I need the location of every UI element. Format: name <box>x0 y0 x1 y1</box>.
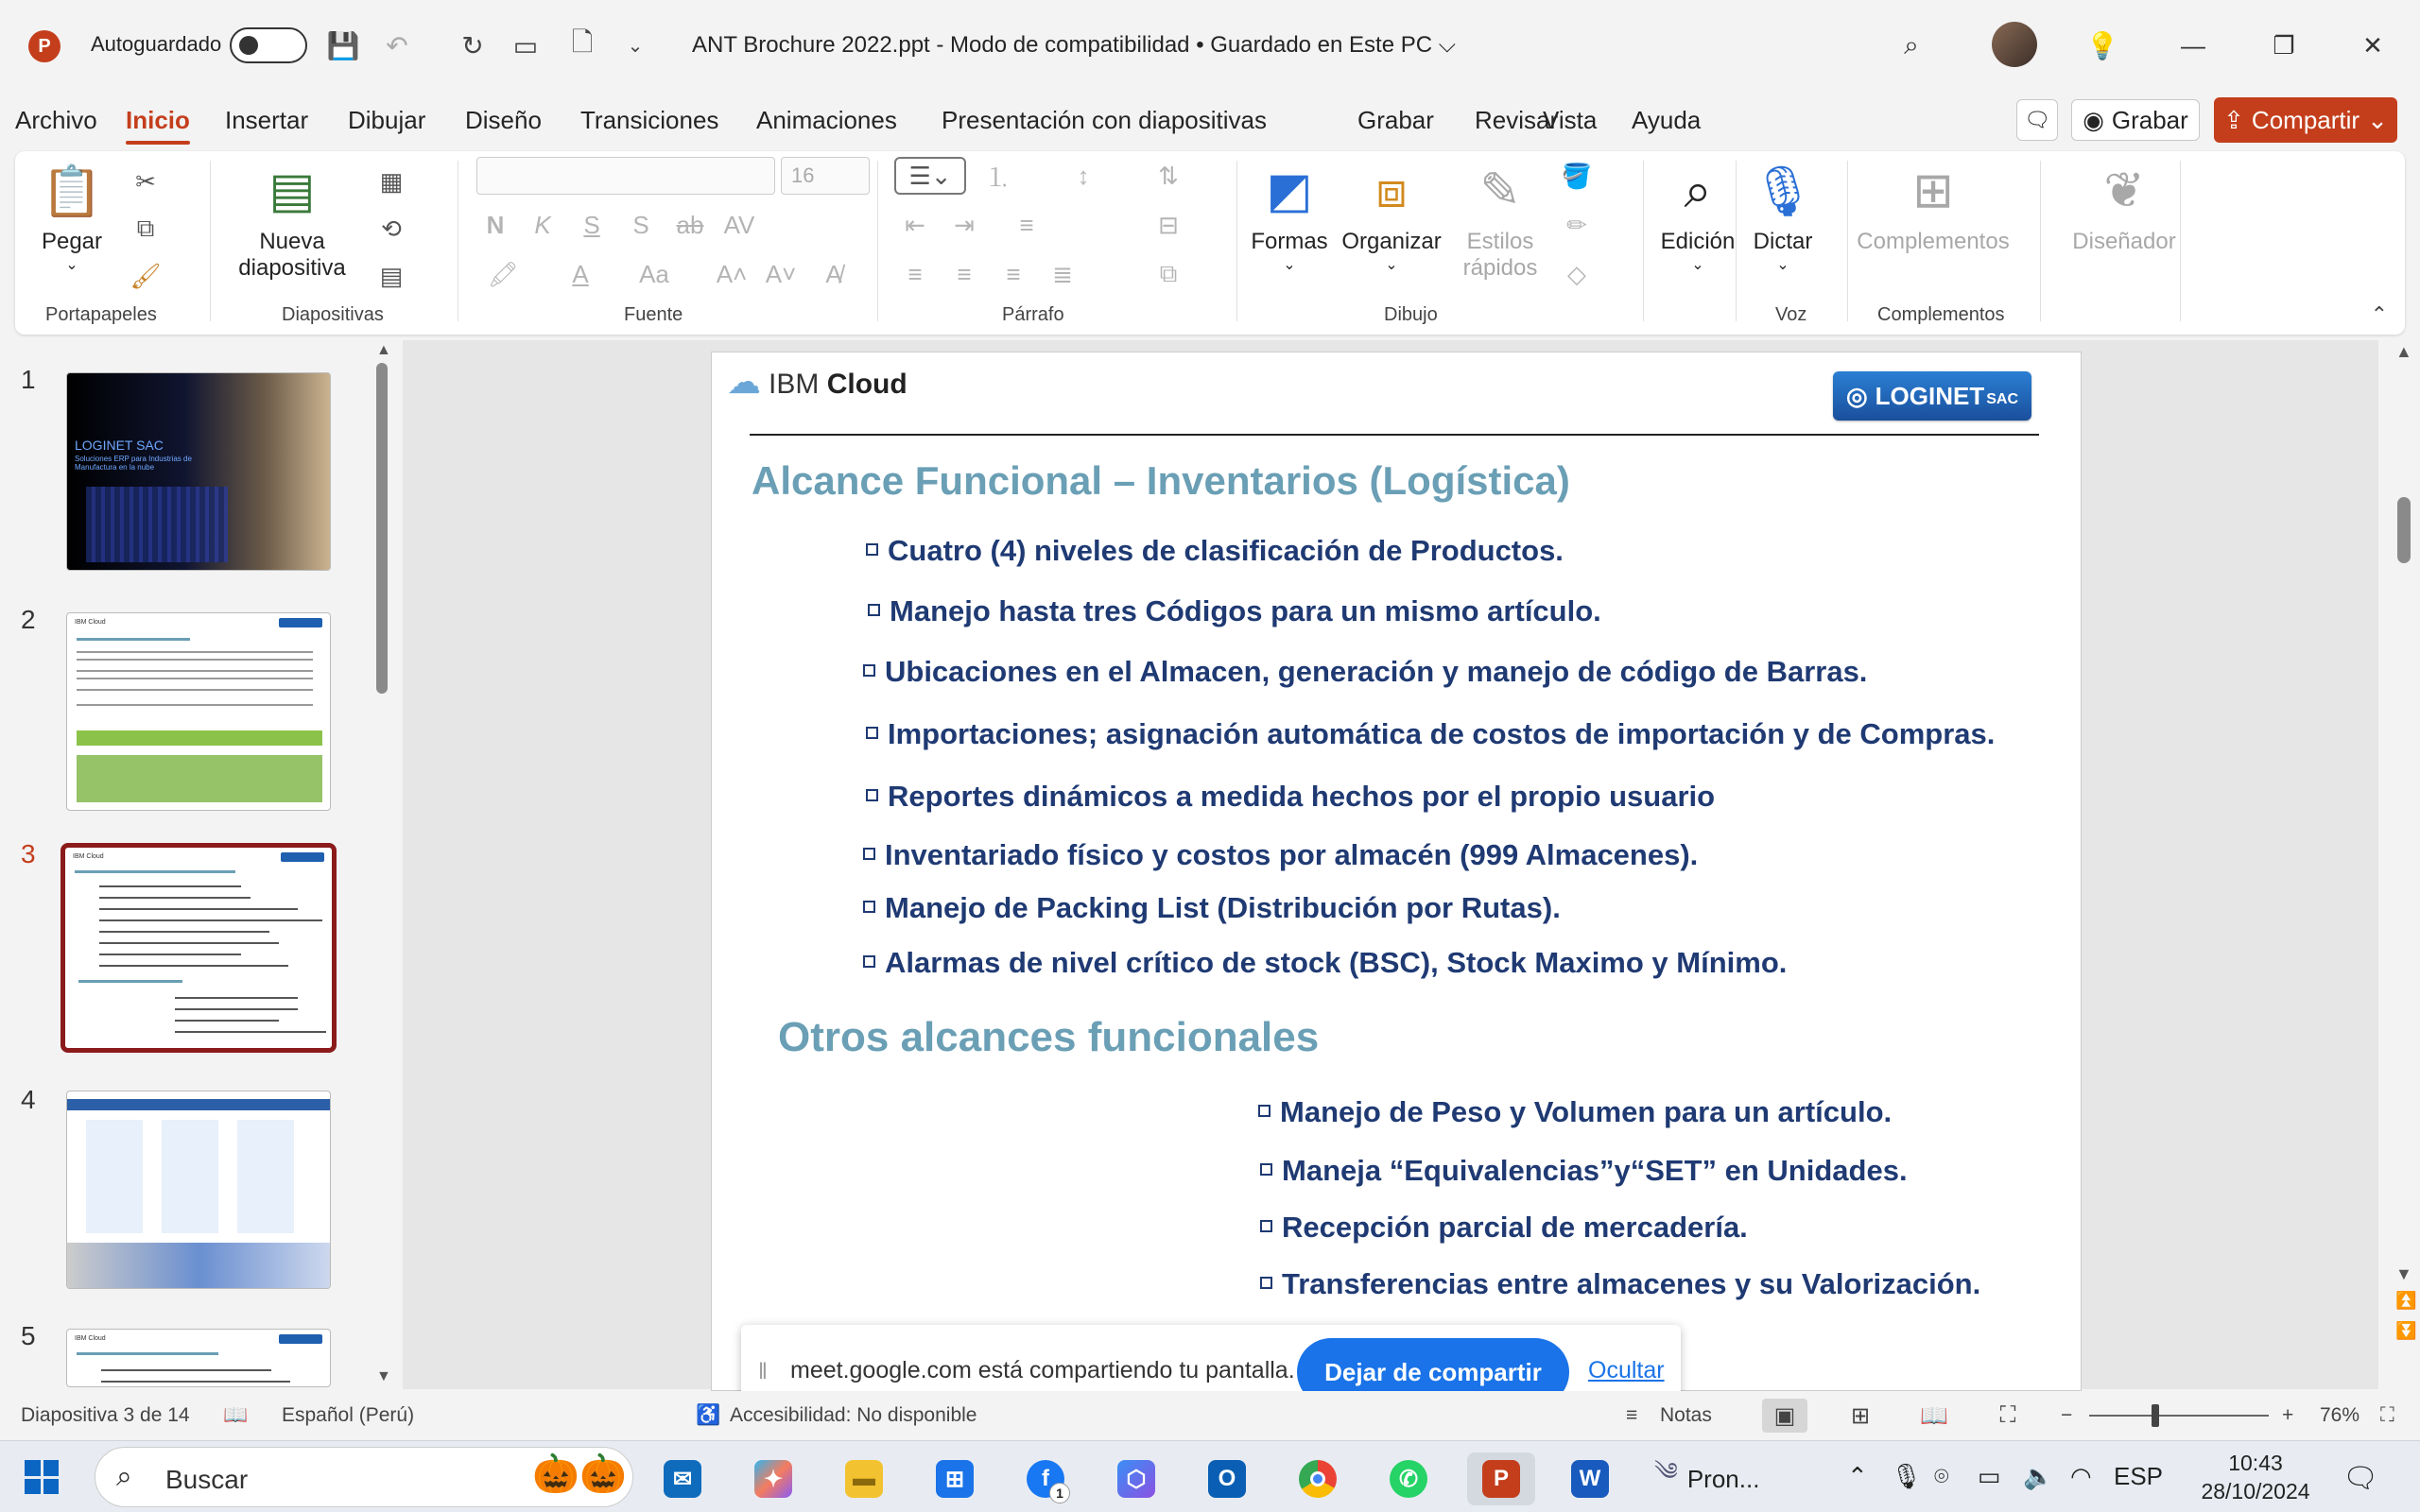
zoom-in-icon[interactable]: + <box>2282 1404 2294 1426</box>
bullet-item[interactable]: Inventariado físico y costos por almacén (999 Almacenes). <box>863 838 1698 872</box>
tab-archivo[interactable]: Archivo <box>15 106 97 134</box>
layout-icon[interactable]: ▦ <box>379 166 404 196</box>
font-family-select[interactable] <box>476 157 775 195</box>
align-center-icon[interactable]: ≡ <box>957 259 972 288</box>
close-button[interactable]: ✕ <box>2362 30 2383 60</box>
checkbox-bullet-icon <box>863 664 875 677</box>
volume-icon[interactable]: 🔈 <box>2023 1462 2054 1490</box>
mail-icon: ✉ <box>664 1460 701 1498</box>
designer-icon: ❦ <box>2103 163 2145 218</box>
taskbar-app-store[interactable] <box>928 1452 981 1505</box>
paste-icon: 📋 <box>41 163 103 219</box>
group-font: Fuente <box>624 304 683 325</box>
slide-canvas[interactable] <box>711 352 2082 1391</box>
autosave-label: Autoguardado <box>91 32 222 56</box>
word-icon: W <box>1571 1460 1609 1498</box>
notification-badge: 1 <box>1049 1483 1070 1503</box>
quick-styles-label-1: Estilos <box>1466 229 1534 254</box>
align-text-icon[interactable]: ⊟ <box>1158 210 1179 239</box>
thumb-number: 5 <box>21 1321 36 1350</box>
checkbox-bullet-icon <box>863 848 875 860</box>
normal-view-icon[interactable]: ▣ <box>1762 1399 1807 1433</box>
bullet-item[interactable]: Ubicaciones en el Almacen, generación y manejo de código de Barras. <box>863 655 1867 689</box>
save-icon[interactable]: 💾 <box>326 30 360 60</box>
thumb-number: 2 <box>21 605 36 634</box>
italic-icon[interactable]: K <box>534 210 551 239</box>
slide-thumbnail-2[interactable]: IBM Cloud <box>66 612 331 811</box>
minimize-button[interactable]: — <box>2181 30 2205 60</box>
align-left-icon[interactable]: ≡ <box>908 259 923 288</box>
zoom-slider[interactable] <box>2089 1415 2269 1417</box>
share-label: Compartir <box>2251 105 2360 134</box>
shape-effects-icon[interactable]: ◇ <box>1567 259 1586 288</box>
thumb1-subtitle: Soluciones ERP para Industrias de Manufactura en la nube <box>75 455 192 472</box>
shape-fill-icon[interactable]: 🪣 <box>1561 161 1593 190</box>
search-icon[interactable]: ⌕ <box>1904 29 1919 60</box>
tab-inicio[interactable]: Inicio <box>126 106 190 134</box>
group-clipboard: Portapapeles <box>45 304 157 325</box>
checkbox-bullet-icon <box>868 604 880 616</box>
checkbox-bullet-icon <box>863 955 875 968</box>
dictate-label: Dictar <box>1753 229 1813 254</box>
chevron-up-icon[interactable]: ⌃ <box>1847 1462 1868 1490</box>
taskbar-app-explorer[interactable] <box>838 1452 890 1505</box>
powerpoint-icon: P <box>1482 1460 1520 1498</box>
bullet-item[interactable]: Cuatro (4) niveles de clasificación de Productos. <box>866 534 1564 568</box>
copilot-icon: ✦ <box>754 1460 792 1498</box>
text-direction-icon[interactable]: ⇅ <box>1158 161 1179 190</box>
taskbar-app-outlook-new[interactable] <box>656 1452 709 1505</box>
pumpkin-decoration-icon: 🎃🎃 <box>532 1453 627 1495</box>
other-bullet-item[interactable]: Transferencias entre almacenes y su Valorización. <box>1260 1267 1980 1301</box>
dictate-button[interactable]: 🎙 Dictar ⌄ <box>1739 161 1826 274</box>
cloud-icon: ☁ <box>727 362 761 401</box>
slide-scrollbar[interactable]: ▲ ▼ ⏫ ⏬ <box>2395 342 2417 1340</box>
share-message: meet.google.com está compartiendo tu pantalla. <box>790 1357 1295 1383</box>
title-bar <box>0 0 2420 94</box>
share-button[interactable] <box>2214 97 2397 143</box>
loginet-swirl-icon: ◎ <box>1845 381 1868 410</box>
store-icon: ⊞ <box>936 1460 974 1498</box>
notes-button[interactable]: Notas <box>1660 1404 1712 1426</box>
zoom-slider-thumb[interactable] <box>2152 1404 2159 1427</box>
thumb-number: 1 <box>21 365 36 394</box>
quick-styles-label-2: rápidos <box>1462 255 1538 281</box>
underline-icon[interactable]: S <box>583 210 600 239</box>
wifi-icon[interactable]: ◠ <box>2070 1462 2092 1490</box>
notes-icon[interactable]: ≡ <box>1626 1404 1638 1426</box>
hide-banner-link[interactable]: Ocultar <box>1588 1357 1665 1383</box>
group-voice: Voz <box>1775 304 1807 325</box>
align-right-icon[interactable]: ≡ <box>1006 259 1021 288</box>
search-icon: ⌕ <box>116 1461 132 1492</box>
folder-icon: ▬ <box>845 1460 883 1498</box>
addins-button[interactable] <box>1855 161 2012 255</box>
shapes-label: Formas <box>1251 229 1328 254</box>
addins-label: Complementos <box>1857 229 2010 254</box>
camera-icon[interactable]: ⌾ <box>1934 1462 1949 1490</box>
taskbar-app-whatsapp[interactable] <box>1382 1452 1435 1505</box>
slide-thumbnail-3[interactable]: IBM Cloud <box>60 843 337 1053</box>
notifications-icon[interactable]: 🗨 <box>2342 1463 2379 1494</box>
document-title[interactable]: ANT Brochure 2022.ppt - Modo de compatibilidad • Guardado en Este PC ⌵ <box>692 32 1456 58</box>
start-presentation-icon[interactable]: ▭ <box>512 30 539 60</box>
microphone-icon: 🎙 <box>1752 163 1815 219</box>
change-case-icon[interactable]: Aa <box>639 259 669 288</box>
weather-label: Pron... <box>1686 1464 1760 1493</box>
accessibility-status[interactable]: Accesibilidad: No disponible <box>730 1404 977 1426</box>
outlook-icon: O <box>1208 1460 1246 1498</box>
slide-sorter-icon[interactable]: ⊞ <box>1850 1402 1871 1429</box>
tab-grabar[interactable]: Grabar <box>1357 106 1434 134</box>
taskbar-weather[interactable] <box>1654 1452 1806 1505</box>
zoom-level[interactable]: 76% <box>2320 1404 2360 1426</box>
justify-icon[interactable]: ≣ <box>1052 259 1073 288</box>
paste-button[interactable]: 📋 Pegar ⌄ <box>34 161 110 274</box>
checkbox-bullet-icon <box>1260 1277 1272 1289</box>
arrange-icon: ⧈ <box>1375 163 1408 218</box>
record-icon: ◉ <box>2083 105 2104 134</box>
clock-time: 10:43 <box>2228 1451 2283 1475</box>
undo-icon[interactable]: ↶ <box>386 30 408 60</box>
bullets-icon[interactable]: ☰⌄ <box>894 157 966 195</box>
numbering-icon[interactable]: ⒈ <box>985 163 1011 192</box>
bullet-item[interactable]: Importaciones; asignación automática de costos de importación y de Compras. <box>866 717 1995 751</box>
bullet-item[interactable]: Alarmas de nivel crítico de stock (BSC), Stock Maximo y Mínimo. <box>863 946 1787 980</box>
thumb1-title: LOGINET SAC <box>75 438 164 453</box>
tab-dibujar[interactable]: Dibujar <box>348 106 426 134</box>
lightbulb-icon[interactable]: 💡 <box>2085 30 2119 60</box>
slide-thumbnail-5[interactable]: IBM Cloud <box>66 1329 331 1387</box>
editing-button[interactable]: ⌕ Edición ⌄ <box>1645 161 1751 274</box>
search-placeholder: Buscar <box>165 1465 249 1494</box>
reading-view-icon[interactable]: 📖 <box>1920 1402 1948 1429</box>
checkbox-bullet-icon <box>1260 1220 1272 1232</box>
status-bar <box>0 1391 2420 1440</box>
slide-thumbnail-4[interactable] <box>66 1091 331 1289</box>
columns-icon[interactable]: ≡ <box>1019 210 1034 239</box>
ribbon <box>15 151 2405 335</box>
shapes-icon: ◩ <box>1266 163 1313 218</box>
tab-animaciones[interactable]: Animaciones <box>756 106 897 134</box>
tab-transiciones[interactable]: Transiciones <box>580 106 719 134</box>
paste-label: Pegar <box>41 229 103 254</box>
highlight-icon[interactable]: 🖍 <box>487 259 519 288</box>
slideshow-icon[interactable]: ⛶ <box>1999 1402 2016 1428</box>
group-slides: Diapositivas <box>282 304 384 325</box>
spellcheck-icon[interactable]: 📖 <box>223 1404 249 1426</box>
loginet-logo: ◎ LOGINET SAC <box>1833 371 2031 421</box>
whatsapp-icon: ✆ <box>1390 1460 1427 1498</box>
next-slide-icon[interactable]: ⏬ <box>2395 1321 2417 1340</box>
taskbar-app-outlook[interactable] <box>1201 1452 1253 1505</box>
header-rule <box>750 434 2039 436</box>
arrange-button[interactable]: ⧈ Organizar ⌄ <box>1337 161 1446 274</box>
format-painter-icon[interactable]: 🖌 <box>130 261 162 290</box>
input-language[interactable]: ESP <box>2114 1462 2164 1490</box>
thumb-number: 4 <box>21 1085 36 1114</box>
battery-icon[interactable]: ▭ <box>1978 1462 2001 1490</box>
comments-button[interactable] <box>2016 99 2058 141</box>
section-icon[interactable]: ▤ <box>379 261 404 290</box>
bold-icon[interactable]: N <box>486 210 505 239</box>
other-bullet-item[interactable]: Recepción parcial de mercadería. <box>1260 1211 1748 1245</box>
autosave-toggle[interactable] <box>230 27 307 63</box>
chevron-down-icon: ⌄ <box>2367 105 2388 134</box>
new-slide-label-2: diapositiva <box>238 255 346 281</box>
fit-slide-icon[interactable]: ⛶ <box>2380 1404 2394 1426</box>
editing-label: Edición <box>1660 229 1736 254</box>
checkbox-bullet-icon <box>1260 1163 1272 1176</box>
powerpoint-logo-icon: P <box>28 30 60 62</box>
shadow-icon[interactable]: S <box>632 210 649 239</box>
decrease-indent-icon[interactable]: ⇤ <box>905 210 925 239</box>
taskbar-app-word[interactable] <box>1564 1452 1616 1505</box>
quick-styles-button[interactable] <box>1448 161 1552 282</box>
taskbar-app-power-automate[interactable] <box>1110 1452 1163 1505</box>
taskbar <box>0 1440 2420 1512</box>
clock-date: 28/10/2024 <box>2201 1479 2310 1503</box>
strikethrough-icon[interactable]: ab <box>676 210 704 239</box>
tab-ayuda[interactable]: Ayuda <box>1632 106 1702 134</box>
slide-counter: Diapositiva 3 de 14 <box>21 1404 190 1426</box>
font-size-select[interactable]: 16 <box>781 157 870 195</box>
microphone-icon[interactable]: 🎙 <box>1891 1462 1923 1490</box>
designer-label: Diseñador <box>2072 229 2176 254</box>
bullet-item[interactable]: Manejo hasta tres Códigos para un mismo artículo. <box>868 594 1601 628</box>
cut-icon[interactable]: ✂ <box>135 166 156 196</box>
share-icon: ⇪ <box>2223 105 2244 134</box>
facebook-icon: f <box>1027 1460 1064 1498</box>
slide-subtitle[interactable]: Otros alcances funcionales <box>778 1014 1320 1060</box>
language-indicator[interactable]: Español (Perú) <box>282 1404 415 1426</box>
checkbox-bullet-icon <box>866 727 878 739</box>
stop-sharing-button[interactable]: Dejar de compartir <box>1297 1338 1569 1406</box>
thumb-number-active: 3 <box>21 839 36 868</box>
record-button[interactable] <box>2071 99 2200 141</box>
new-file-icon[interactable]: 🗋 <box>571 27 594 57</box>
find-icon: ⌕ <box>1684 163 1712 218</box>
new-slide-icon: ▤ <box>268 163 316 218</box>
system-clock[interactable] <box>2189 1449 2322 1505</box>
redo-icon[interactable]: ↻ <box>461 30 484 60</box>
slide-thumbnail-1[interactable] <box>66 372 331 571</box>
drag-handle-icon[interactable]: ‖ <box>758 1359 768 1384</box>
new-slide-button[interactable] <box>221 161 363 282</box>
tab-presentacion[interactable]: Presentación con diapositivas <box>942 106 1267 134</box>
tab-vista[interactable]: Vista <box>1543 106 1598 134</box>
chrome-icon <box>1299 1460 1337 1498</box>
shapes-button[interactable]: ◩ Formas ⌄ <box>1244 161 1335 274</box>
avatar[interactable] <box>1992 22 2037 67</box>
tab-revisar[interactable]: Revisar <box>1475 106 1559 134</box>
taskbar-app-copilot[interactable] <box>747 1452 800 1505</box>
new-slide-label-1: Nueva <box>259 229 325 254</box>
reset-slide-icon[interactable]: ⟲ <box>381 214 402 243</box>
other-bullet-item[interactable]: Maneja “Equivalencias”y“SET” en Unidades. <box>1260 1154 1908 1188</box>
record-label: Grabar <box>2111 105 2188 134</box>
wind-icon: ༄ <box>1654 1456 1678 1486</box>
checkbox-bullet-icon <box>863 901 875 913</box>
previous-slide-icon[interactable]: ⏫ <box>2395 1291 2417 1310</box>
char-spacing-icon[interactable]: AV <box>723 210 755 239</box>
bullet-item[interactable]: Reportes dinámicos a medida hechos por el propio usuario <box>866 780 1715 814</box>
copy-icon[interactable]: ⧉ <box>136 214 155 242</box>
accessibility-icon[interactable]: ♿ <box>696 1404 721 1426</box>
addins-icon: ⊞ <box>1912 163 1954 218</box>
shape-outline-icon[interactable]: ✏ <box>1566 210 1587 239</box>
other-bullet-item[interactable]: Manejo de Peso y Volumen para un artículo. <box>1258 1095 1892 1129</box>
clear-formatting-icon[interactable]: A̸ <box>825 259 842 288</box>
tab-diseno[interactable]: Diseño <box>465 106 542 134</box>
bullet-item[interactable]: Manejo de Packing List (Distribución por Rutas). <box>863 891 1561 925</box>
ibm-cloud-logo: ☁ IBM Cloud <box>727 362 908 401</box>
group-addins: Complementos <box>1877 304 2005 325</box>
designer-button[interactable] <box>2051 161 2197 255</box>
smartart-icon[interactable]: ⧉ <box>1159 259 1178 287</box>
decrease-font-icon[interactable]: A˅ <box>765 259 797 288</box>
thumbnail-scrollbar[interactable]: ▲ ▼ <box>376 342 391 1384</box>
collapse-ribbon-icon[interactable]: ⌃ <box>2370 302 2388 326</box>
checkbox-bullet-icon <box>1258 1105 1270 1117</box>
quick-styles-icon: ✎ <box>1479 163 1521 218</box>
tab-insertar[interactable]: Insertar <box>225 106 309 134</box>
taskbar-app-powerpoint[interactable] <box>1467 1452 1535 1505</box>
customize-qat-icon[interactable]: ⌄ <box>627 35 644 57</box>
group-drawing: Dibujo <box>1384 304 1438 325</box>
windows-start-icon[interactable] <box>25 1460 59 1494</box>
group-paragraph: Párrafo <box>1002 304 1064 325</box>
taskbar-search[interactable] <box>95 1447 633 1507</box>
slide-thumbnail-pane <box>0 340 397 1391</box>
checkbox-bullet-icon <box>866 543 878 556</box>
zoom-out-icon[interactable]: − <box>2061 1404 2073 1426</box>
increase-indent-icon[interactable]: ⇥ <box>954 210 975 239</box>
comment-icon: 🗨 <box>2024 108 2050 131</box>
increase-font-icon[interactable]: A˄ <box>716 259 748 288</box>
taskbar-app-facebook[interactable] <box>1019 1452 1072 1505</box>
taskbar-app-chrome[interactable] <box>1291 1452 1344 1505</box>
restore-button[interactable]: ❐ <box>2273 30 2295 60</box>
slide-title[interactable]: Alcance Funcional – Inventarios (Logística) <box>752 458 1570 503</box>
font-color-icon[interactable]: A <box>572 259 589 288</box>
arrange-label: Organizar <box>1341 229 1442 254</box>
line-spacing-icon[interactable]: ↕ <box>1077 161 1090 190</box>
checkbox-bullet-icon <box>866 789 878 801</box>
hexagon-icon: ⬡ <box>1117 1460 1155 1498</box>
